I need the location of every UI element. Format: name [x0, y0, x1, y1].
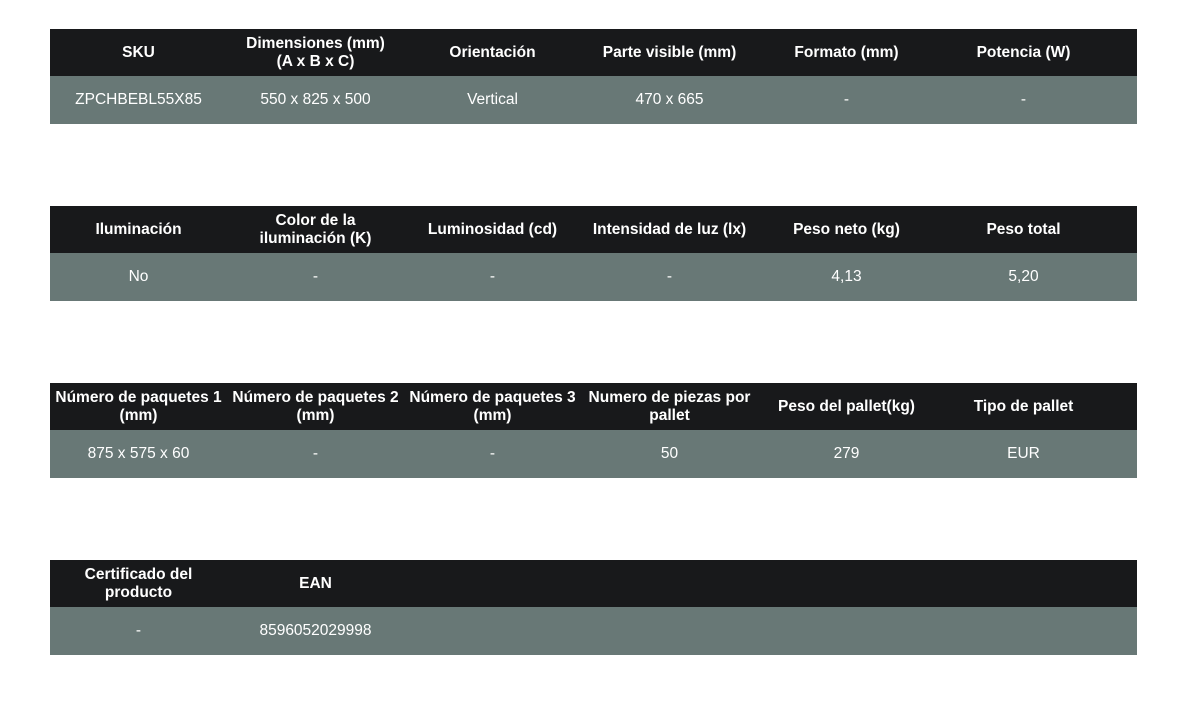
table-value-row: [50, 430, 1137, 478]
header-net-weight: Peso neto (kg): [793, 220, 900, 238]
header-pieces-per-pallet: Numero de piezas por pallet: [588, 388, 751, 424]
header-filler: [1112, 29, 1137, 76]
table-header-row: [50, 29, 1137, 76]
value-dimensions: 550 x 825 x 500: [260, 91, 371, 108]
value-lighting: No: [128, 268, 149, 285]
value-format: -: [843, 91, 850, 108]
table-header-row: [50, 383, 1137, 430]
header-package-3: Número de paquetes 3 (mm): [409, 388, 576, 424]
value-package-3: -: [489, 445, 496, 462]
table-value-row: [50, 607, 1137, 655]
value-filler: [1112, 607, 1137, 655]
header-format: Formato (mm): [794, 43, 899, 61]
spec-table-certification: [50, 560, 1137, 655]
header-visible-part: Parte visible (mm): [602, 43, 737, 61]
value-empty-5: [758, 607, 935, 655]
value-empty-4: [581, 607, 758, 655]
header-lighting: Iluminación: [95, 220, 182, 238]
header-filler: [1112, 206, 1137, 253]
value-empty-6: [935, 607, 1112, 655]
table-header-row: [50, 560, 1137, 607]
value-ean: 8596052029998: [259, 622, 372, 639]
header-empty-6: [935, 560, 1112, 607]
value-empty-3: [404, 607, 581, 655]
header-certificate: Certificado del producto: [84, 565, 193, 601]
header-light-intensity: Intensidad de luz (lx): [592, 220, 747, 238]
table-value-row: [50, 76, 1137, 124]
value-light-intensity: -: [666, 268, 673, 285]
value-lighting-color: -: [312, 268, 319, 285]
value-total-weight: 5,20: [1008, 268, 1039, 285]
value-pallet-type: EUR: [1007, 445, 1040, 462]
value-power: -: [1020, 91, 1027, 108]
value-pieces-per-pallet: 50: [660, 445, 679, 462]
value-sku: ZPCHBEBL55X85: [75, 91, 202, 108]
value-filler: [1112, 253, 1137, 301]
table-value-row: [50, 253, 1137, 301]
value-filler: [1112, 76, 1137, 124]
spec-table-packaging: [50, 383, 1137, 478]
value-filler: [1112, 430, 1137, 478]
value-certificate: -: [135, 622, 142, 639]
header-package-1: Número de paquetes 1 (mm): [55, 388, 222, 424]
header-empty-3: [404, 560, 581, 607]
table-header-row: [50, 206, 1137, 253]
header-pallet-weight: Peso del pallet(kg): [778, 397, 915, 415]
header-filler: [1112, 560, 1137, 607]
value-package-2: -: [312, 445, 319, 462]
header-dimensions: Dimensiones (mm) (A x B x C): [246, 34, 385, 70]
value-luminosity: -: [489, 268, 496, 285]
spec-table-lighting: [50, 206, 1137, 301]
header-empty-4: [581, 560, 758, 607]
value-pallet-weight: 279: [833, 445, 860, 462]
header-total-weight: Peso total: [986, 220, 1061, 238]
header-orientation: Orientación: [449, 43, 536, 61]
header-pallet-type: Tipo de pallet: [973, 397, 1074, 415]
value-visible-part: 470 x 665: [635, 91, 704, 108]
header-package-2: Número de paquetes 2 (mm): [232, 388, 399, 424]
header-filler: [1112, 383, 1137, 430]
header-power: Potencia (W): [976, 43, 1071, 61]
value-package-1: 875 x 575 x 60: [87, 445, 190, 462]
header-empty-5: [758, 560, 935, 607]
value-net-weight: 4,13: [831, 268, 862, 285]
header-lighting-color: Color de la iluminación (K): [259, 211, 372, 247]
header-luminosity: Luminosidad (cd): [427, 220, 558, 238]
value-orientation: Vertical: [467, 91, 518, 108]
header-sku: SKU: [122, 43, 155, 61]
spec-table-general: [50, 29, 1137, 124]
header-ean: EAN: [299, 574, 332, 592]
